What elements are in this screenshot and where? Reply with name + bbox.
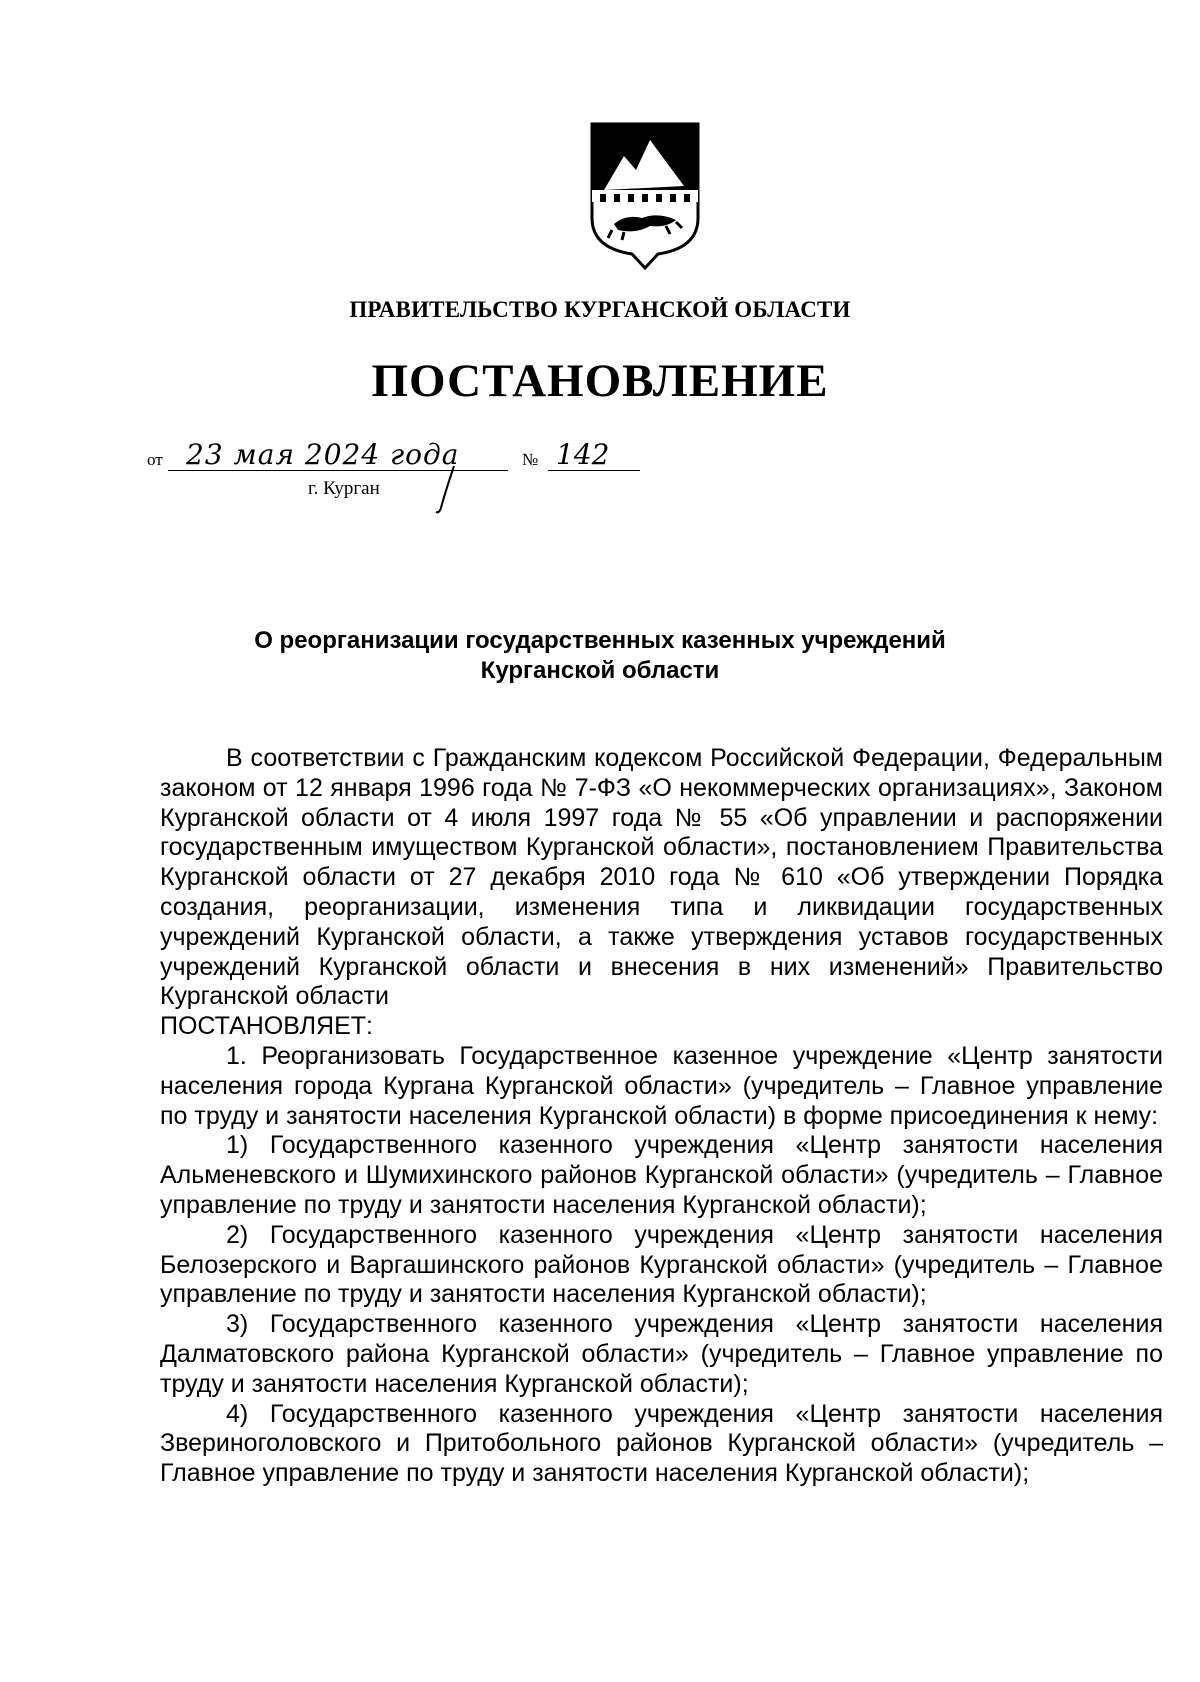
sub-item-1-paragraph: 1) Государственного казенного учреждения «Центр занятости населения Альменевского и Шумихинского районов Курганской области» (учредитель – Главное управление по труду и занятости населения Курганской области); [160, 1131, 1163, 1219]
sub-item-4-paragraph: 4) Государственного казенного учреждения «Центр занятости населения Звериноголовского и Притобольного районов Курганской области» (учредитель – Главное управление по труду и занятости населения Курганской области); [160, 1399, 1163, 1488]
kurgan-oblast-coat-of-arms-icon [588, 120, 702, 270]
document-body [160, 744, 1163, 1489]
number-label: № [522, 450, 539, 469]
government-name: ПРАВИТЕЛЬСТВО КУРГАНСКОЙ ОБЛАСТИ [349, 297, 851, 322]
title-line-2: Курганской области [480, 657, 720, 684]
sub-item-2-paragraph: 2) Государственного казенного учреждения «Центр занятости населения Белозерского и Варгашинского районов Курганской области» (учредитель – Главное управление по труду и занятости населения Курганской области); [160, 1220, 1163, 1309]
title-line-1: О реорганизации государственных казенных учреждений [254, 627, 946, 654]
handwriting-stroke [432, 464, 462, 516]
document-title [170, 626, 1030, 686]
item-1-paragraph: 1. Реорганизовать Государственное казенное учреждение «Центр занятости населения города Кургана Курганской области» (учредитель – Главное управление по труду и занятости населения Курганской области) в форме присоединения к нему: [160, 1041, 1163, 1130]
document-type: ПОСТАНОВЛЕНИЕ [371, 355, 829, 407]
date-from-label: от [147, 450, 163, 469]
date-number-line [0, 440, 1200, 500]
sub-item-3-paragraph: 3) Государственного казенного учреждения «Центр занятости населения Далматовского района Курганской области» (учредитель – Главное управление по труду и занятости населения Курганской области); [160, 1310, 1163, 1398]
city-name: г. Курган [308, 478, 380, 499]
resolves-paragraph: ПОСТАНОВЛЯЕТ: [160, 1012, 374, 1041]
handwritten-number: 142 [556, 438, 610, 471]
preamble-paragraph: В соответствии с Гражданским кодексом Российской Федерации, Федеральным законом от 12 января 1996 года № 7-ФЗ «О некоммерческих организациях», Законом Курганской области от 4 июля 1997 года № 55 «Об управлении и распоряжении государственным имуществом Курганской области», постановлением Правительства Курганской области от 27 декабря 2010 года № 610 «Об утверждении Порядка создания, реорганизации, изменения типа и ликвидации государственных учреждений Курганской области, а также утверждения уставов государственных учреждений Курганской области и внесения в них изменений» Правительство Курганской области [160, 744, 1163, 1011]
handwritten-date: 23 мая 2024 года [186, 438, 460, 471]
